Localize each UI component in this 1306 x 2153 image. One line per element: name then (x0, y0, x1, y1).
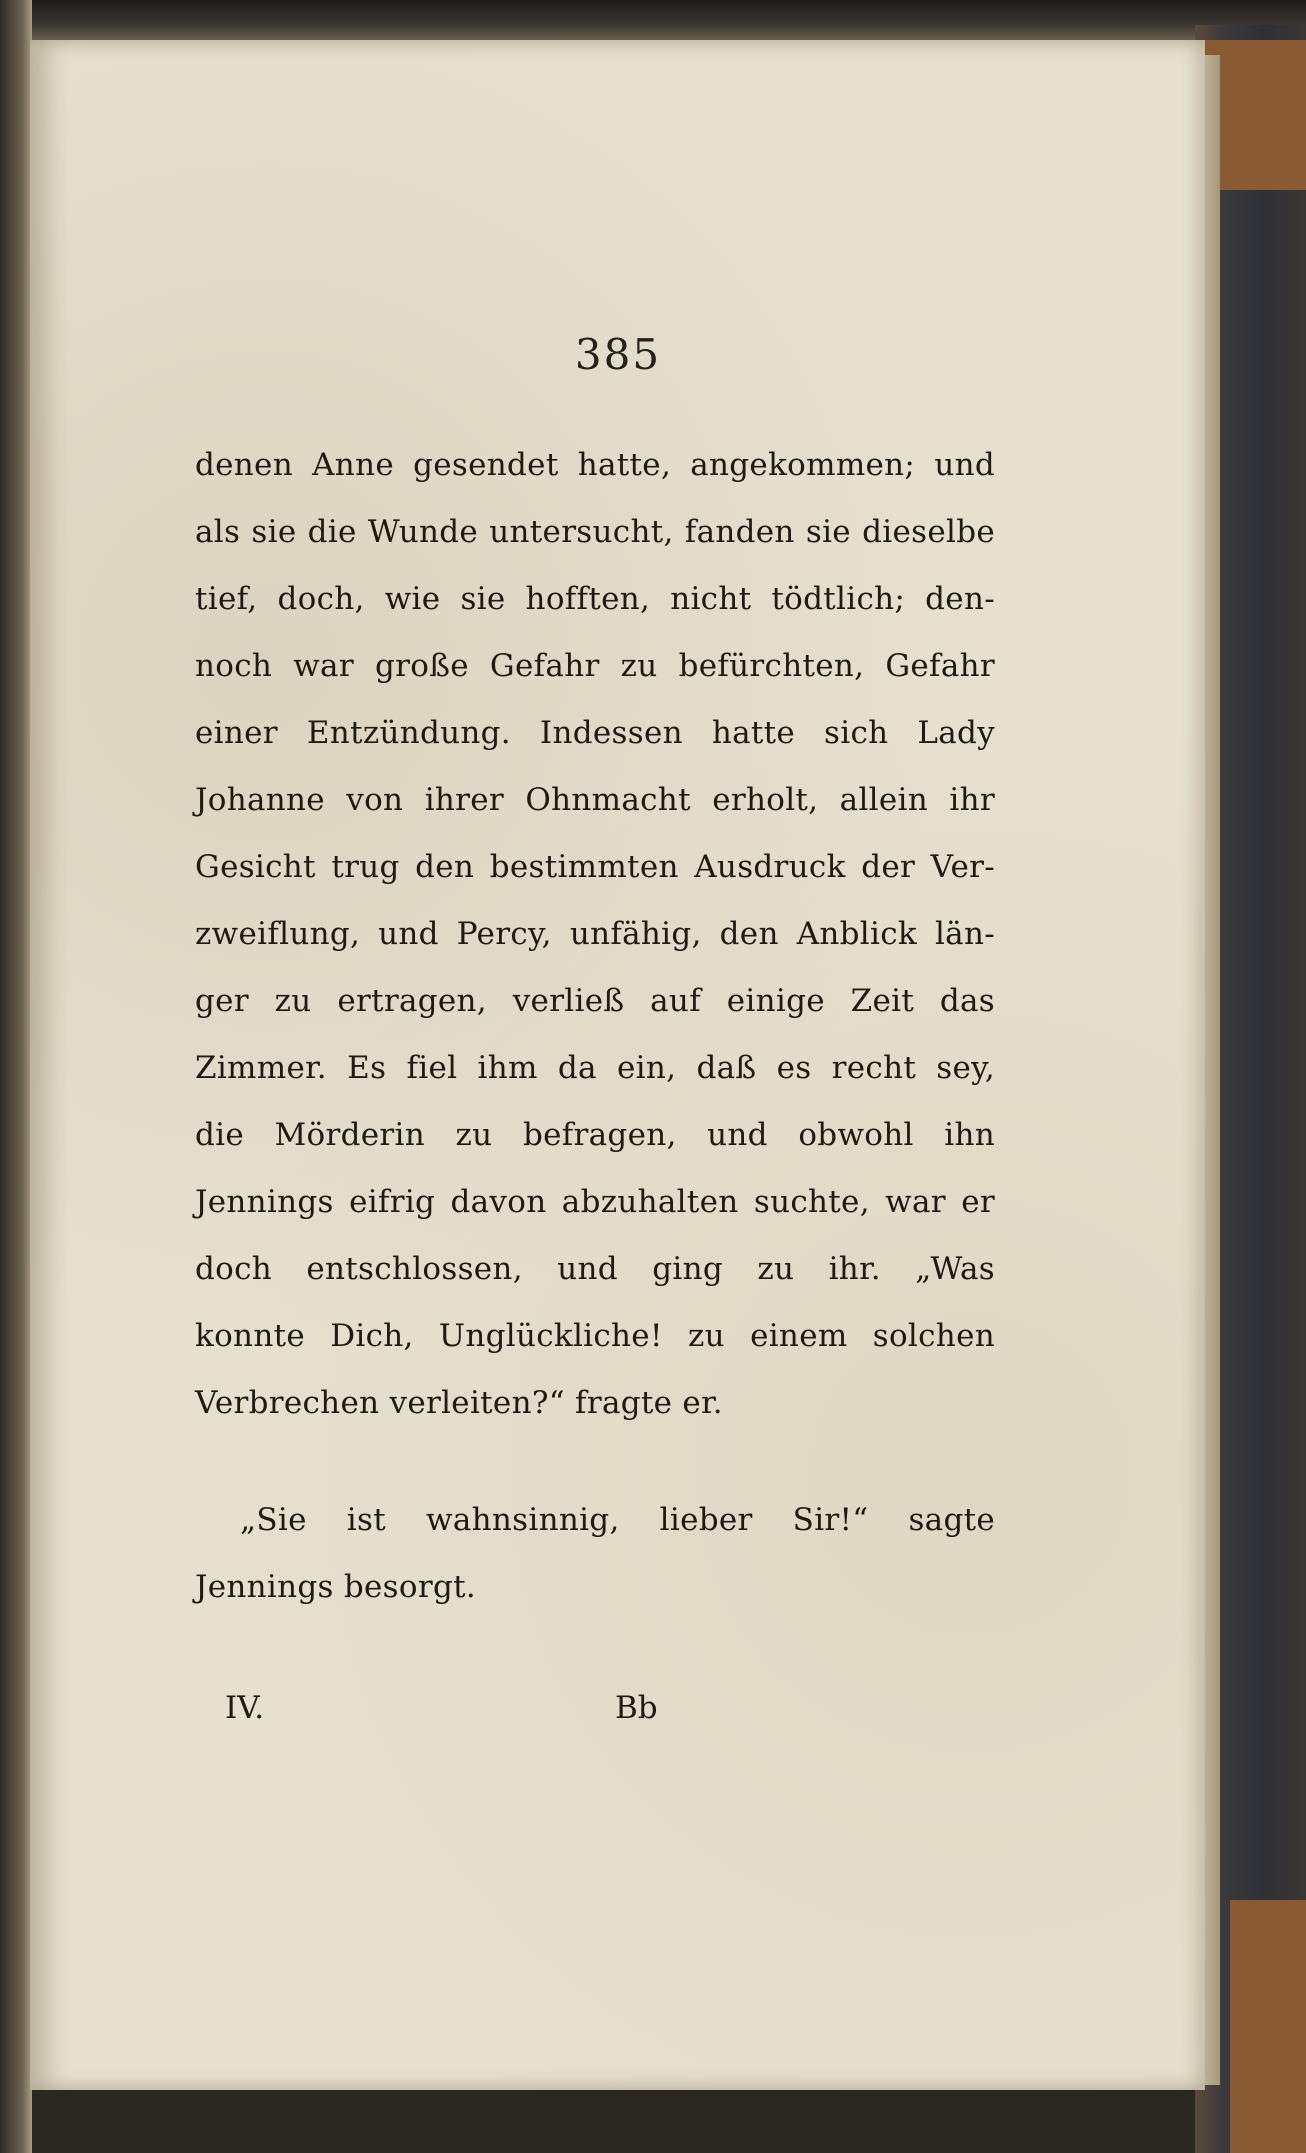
cover-leather-bottom (1230, 1900, 1306, 2153)
text-line: „Sie ist wahnsinnig, lieber Sir!“ sagte (240, 1502, 995, 1538)
text-line: einer Entzündung. Indessen hatte sich Lady (195, 715, 995, 751)
text-line: Jennings eifrig davon abzuhalten suchte, war er (195, 1184, 995, 1220)
text-line: Verbrechen verleiten?“ fragte er. (195, 1385, 723, 1421)
signature-mark: Bb (615, 1690, 658, 1726)
text-line: Jennings besorgt. (195, 1569, 477, 1605)
text-line: Gesicht trug den bestimmten Ausdruck der Ver- (195, 849, 995, 885)
text-line: die Mörderin zu befragen, und obwohl ihn (195, 1117, 995, 1153)
text-line: konnte Dich, Unglückliche! zu einem solchen (195, 1318, 995, 1354)
text-line: noch war große Gefahr zu befürchten, Gefahr (195, 648, 995, 684)
book-page (30, 40, 1205, 2090)
cover-leather-top (1205, 40, 1306, 190)
book-spine-edge (0, 0, 32, 2153)
text-line: doch entschlossen, und ging zu ihr. „Was (195, 1251, 995, 1287)
page-number: 385 (574, 330, 662, 379)
signature-volume: IV. (225, 1690, 265, 1726)
text-line: Johanne von ihrer Ohnmacht erholt, allein ihr (195, 782, 995, 818)
text-line: zweiflung, und Percy, unfähig, den Anblick län- (195, 916, 995, 952)
text-line: denen Anne gesendet hatte, angekommen; und (195, 447, 995, 483)
text-line: ger zu ertragen, verließ auf einige Zeit das (195, 983, 995, 1019)
text-line: Zimmer. Es fiel ihm da ein, daß es recht sey, (195, 1050, 995, 1086)
text-line: tief, doch, wie sie hofften, nicht tödtlich; den- (195, 581, 995, 617)
book-top-edge (0, 0, 1306, 40)
text-line: als sie die Wunde untersucht, fanden sie dieselbe (195, 514, 995, 550)
